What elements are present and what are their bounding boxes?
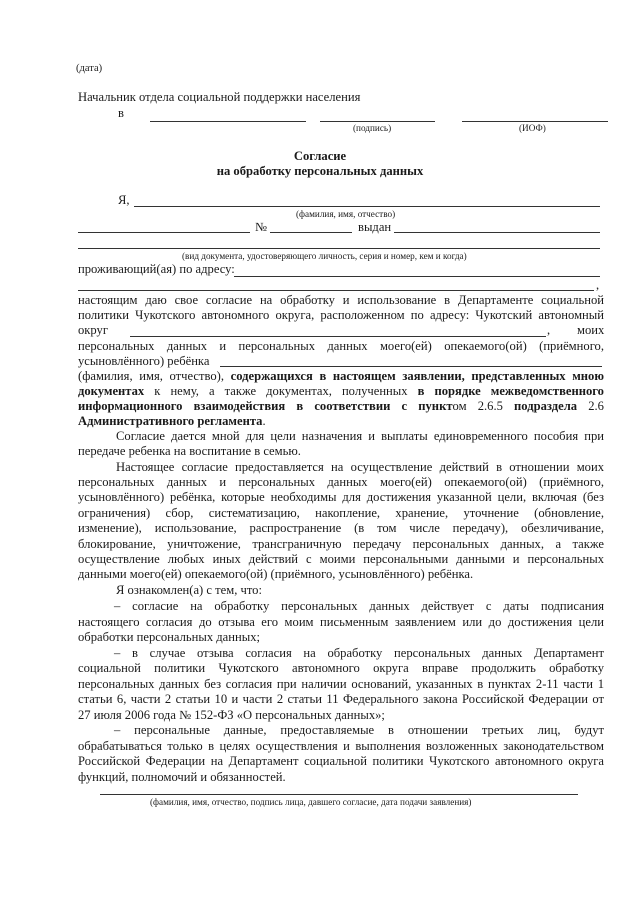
applicant-signature-line[interactable] (100, 794, 578, 795)
i-label: Я, (118, 193, 130, 207)
consent-text-line: персональных данных и персональных данных моего(ей) опекаемого(ой) (приёмного, (78, 339, 604, 353)
actions-text-line: данными моего(ей) опекаемого(ой) (приёмного, усыновлённого) ребёнка. (78, 567, 474, 581)
document-subtitle: на обработку персональных данных (216, 164, 424, 178)
child-label: усыновлённого) ребёнка (78, 354, 210, 368)
purpose-text-line: передаче ребенка на воспитание в семью. (78, 444, 301, 458)
date-label: (дата) (76, 63, 103, 74)
withdrawal-text-line: 27 июля 2006 года № 152-ФЗ «О персональных данных»; (78, 708, 385, 722)
signature-caption: (подпись) (353, 123, 392, 133)
third-party-text-line: – персональные данные, предоставляемые в отношении третьих лиц, будут (114, 723, 604, 737)
addressee-title: Начальник отдела социальной поддержки населения (78, 90, 361, 104)
withdrawal-text-line: социальной политики Чукотского автономного округа вправе продолжить обработку (78, 661, 604, 675)
withdrawal-text-line: статьи 6, части 2 статьи 10 и части 2 статьи 11 Федерального закона Российской Федерации от (78, 692, 604, 706)
consent-text-line: информационного взаимодействия в соответствии с пунктом 2.6.5 подраздела 2.6 (78, 399, 604, 413)
initials-caption: (ИОФ) (519, 123, 546, 133)
acknowledgement-intro: Я ознакомлен(а) с тем, что: (116, 583, 262, 597)
fio-line[interactable] (134, 206, 600, 207)
term-text-line: – согласие на обработку персональных данных действует с даты подписания (114, 599, 604, 613)
document-title: Согласие (293, 149, 347, 163)
term-text-line: настоящего согласия до отзыва его моим письменным заявлением или до достижения цели (78, 615, 604, 629)
address-line-1[interactable] (234, 276, 600, 277)
consent-text-line: политики Чукотского автономного округа, расположенном по адресу: Чукотский автономный (78, 308, 604, 322)
fio-caption: (фамилия, имя, отчество) (296, 209, 396, 219)
third-party-text-line: обрабатываться только в целях осуществления и выполнения возложенных законодательством (78, 739, 604, 753)
withdrawal-text-line: – в случае отзыва согласия на обработку персональных данных Департамент (114, 646, 604, 660)
third-party-text-line: функций, полномочий и обязанностей. (78, 770, 286, 784)
child-name-line[interactable] (220, 366, 602, 367)
withdrawal-text-line: персональных данных без согласия при наличии оснований, указанных в пунктах 2-11 части 1 (78, 677, 604, 691)
third-party-text-line: Российской Федерации на Департамент социальной политики Чукотского автономного округа (78, 754, 604, 768)
number-label: № (255, 220, 268, 234)
applicant-signature-caption: (фамилия, имя, отчество, подпись лица, давшего согласие, дата подачи заявления) (150, 797, 472, 807)
consent-text-line: настоящим даю свое согласие на обработку и использование в Департаменте социальной (78, 293, 604, 307)
purpose-text-line: Согласие дается мной для цели назначения и выплаты единовременного пособия при (116, 429, 604, 443)
issued-label: выдан (358, 220, 392, 234)
consent-okrug-label: округ (78, 323, 109, 337)
consent-text-line: (фамилия, имя, отчество), содержащихся в настоящем заявлении, представленных мною (78, 369, 604, 383)
actions-text-line: осуществление любых иных действий с моими персональными данными и персональных (78, 552, 604, 566)
term-text-line: обработки персональных данных; (78, 630, 261, 644)
issued-by-line[interactable] (394, 232, 600, 233)
consent-text-line: Административного регламента. (78, 414, 266, 428)
okrug-comma: , (547, 323, 551, 337)
actions-text-line: усыновлённого) ребёнка, которые необходимы для достижения указанной цели, включая (без (78, 490, 604, 504)
document-details-line[interactable] (78, 248, 600, 249)
actions-text-line: блокирование, уничтожение, трансграничную передачу персональных данных, а также (78, 537, 604, 551)
address-label: проживающий(ая) по адресу: (78, 262, 235, 276)
actions-text-line: персональных данных и персональных данных моего(ей) опекаемого(ой) (приёмного, (78, 475, 604, 489)
consent-text-line: документах к нему, а также документах, полученных в порядке межведомственного (78, 384, 604, 398)
document-caption: (вид документа, удостоверяющего личность, серия и номер, кем и когда) (182, 251, 467, 261)
address-comma: , (596, 278, 600, 292)
document-number-line[interactable] (270, 232, 352, 233)
signature-line[interactable] (320, 121, 435, 122)
addressee-in-prefix: в (118, 106, 124, 120)
address-line-2[interactable] (78, 290, 594, 291)
consent-moih-label: моих (577, 323, 605, 337)
initials-line[interactable] (462, 121, 608, 122)
department-name-line[interactable] (150, 121, 306, 122)
actions-text-line: изменение), использование, распространение (в том числе передачу), обезличивание, (78, 521, 604, 535)
actions-text-line: ограничения) сбор, систематизацию, накопление, хранение, уточнение (обновление, (78, 506, 604, 520)
actions-text-line: Настоящее согласие предоставляется на осуществление действий в отношении моих (116, 460, 604, 474)
okrug-address-line[interactable] (130, 336, 546, 337)
document-type-line[interactable] (78, 232, 250, 233)
